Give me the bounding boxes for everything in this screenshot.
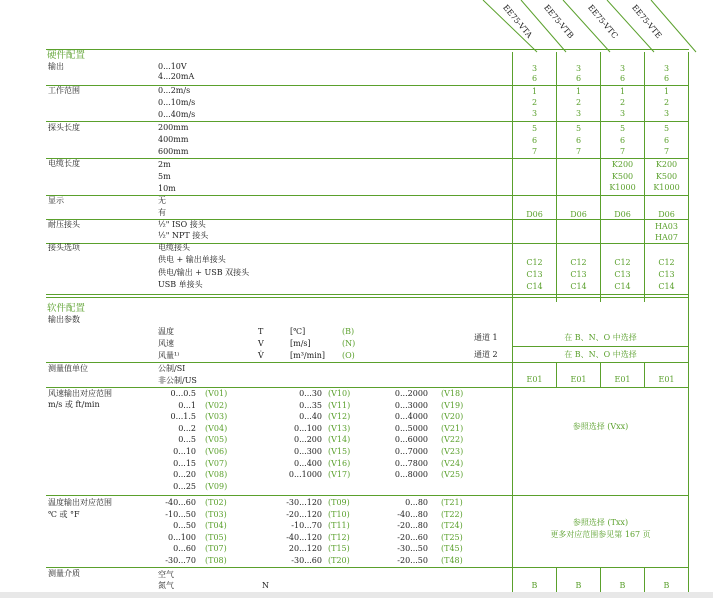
range-code: (T20) xyxy=(328,556,350,565)
code-cell: 1 xyxy=(619,87,626,96)
trange-label: 温度输出对应范围 xyxy=(48,498,112,507)
param-symbol: V̇ xyxy=(258,351,264,360)
medium-option: 氮气 xyxy=(158,581,174,590)
code-cell: 3 xyxy=(619,109,626,118)
range-code: (V15) xyxy=(328,447,351,456)
param-unit: [m³/min] xyxy=(290,351,326,360)
range-code: (V18) xyxy=(441,389,464,398)
code-cell: 5 xyxy=(663,124,670,133)
range-code: (V04) xyxy=(205,423,228,433)
range-code: (V12) xyxy=(328,412,351,422)
code-cell: K200 xyxy=(655,160,678,169)
param-name: 温度 xyxy=(158,327,174,336)
code-cell: 6 xyxy=(531,74,538,83)
row-rule xyxy=(512,346,689,347)
code-cell: C12 xyxy=(614,258,631,267)
param-code: (B) xyxy=(342,327,355,336)
code-cell: 7 xyxy=(575,147,582,156)
code-cell: D06 xyxy=(526,210,543,219)
code-cell: C12 xyxy=(658,258,675,267)
range-option: 0...10m/s xyxy=(158,98,196,107)
range-value: 0...50 xyxy=(173,521,196,531)
range-value: 0...60 xyxy=(173,544,196,554)
code-cell: K500 xyxy=(611,172,634,181)
range-code: (V06) xyxy=(205,447,228,456)
param-symbol: T xyxy=(258,327,264,336)
row-rule xyxy=(46,362,689,363)
range-code: (T03) xyxy=(205,509,227,519)
code-cell: 5 xyxy=(531,124,538,133)
probe-option: 400mm xyxy=(158,135,189,144)
output-params-label: 输出参数 xyxy=(48,315,80,324)
range-value: 0...5 xyxy=(178,435,196,445)
column-header-vtb: EE75-VTB xyxy=(542,3,576,41)
code-cell: 5 xyxy=(619,124,626,133)
units-label: 测量值单位 xyxy=(48,364,88,373)
range-code: (T12) xyxy=(328,532,350,542)
code-cell: C13 xyxy=(614,270,631,279)
range-code: (V25) xyxy=(441,470,464,480)
range-code: (V02) xyxy=(205,400,228,410)
medium-label: 测量介质 xyxy=(48,569,80,578)
probe-label: 探头长度 xyxy=(48,123,80,132)
trange-unit: ℃ 或 °F xyxy=(48,510,80,519)
display-option: 无 xyxy=(158,196,166,205)
range-code: (V20) xyxy=(441,412,464,422)
range-value: 0...300 xyxy=(294,447,322,456)
code-cell: B xyxy=(663,581,670,590)
range-code: (T15) xyxy=(328,544,350,554)
row-rule xyxy=(46,567,689,568)
trange-note: 参照选择 (Txx) xyxy=(572,518,629,527)
cable-option: 5m xyxy=(158,172,171,181)
range-value: 0...3000 xyxy=(394,400,428,410)
code-cell: D06 xyxy=(658,210,675,219)
code-cell: HA07 xyxy=(655,233,678,242)
cable-option: 10m xyxy=(158,184,176,193)
code-cell: D06 xyxy=(570,210,587,219)
range-code: (T02) xyxy=(205,498,227,507)
range-code: (V11) xyxy=(328,400,351,410)
vrange-unit: m/s 或 ft/min xyxy=(48,400,100,409)
code-cell: 5 xyxy=(575,124,582,133)
connector-option: USB 单接头 xyxy=(158,280,203,289)
row-rule xyxy=(46,495,689,496)
code-cell: C14 xyxy=(526,282,543,291)
range-value: 0...8000 xyxy=(394,470,428,480)
range-code: (T09) xyxy=(328,498,350,507)
param-code: (N) xyxy=(342,339,356,348)
range-value: 0...2 xyxy=(178,423,196,433)
range-code: (T11) xyxy=(328,521,350,531)
range-code: (T04) xyxy=(205,521,227,531)
range-value: -40...120 xyxy=(286,532,322,542)
range-code: (V01) xyxy=(205,389,228,398)
range-code: (V05) xyxy=(205,435,228,445)
output-label: 输出 xyxy=(48,62,64,71)
channel-label: 通道 1 xyxy=(474,333,498,342)
code-cell: 7 xyxy=(663,147,670,156)
code-cell: B xyxy=(619,581,626,590)
range-code: (T05) xyxy=(205,532,227,542)
channel-label: 通道 2 xyxy=(474,350,498,359)
range-code: (T21) xyxy=(441,498,463,507)
range-value: 0...1 xyxy=(178,400,196,410)
range-value: 0...20 xyxy=(173,470,196,480)
cable-label: 电缆长度 xyxy=(48,159,80,168)
code-cell: 2 xyxy=(575,98,582,107)
range-code: (V19) xyxy=(441,400,464,410)
connector-option: 供电/输出 + USB 双接头 xyxy=(158,268,250,277)
col-divider xyxy=(688,52,689,592)
display-label: 显示 xyxy=(48,196,64,205)
range-code: (T07) xyxy=(205,544,227,554)
range-code: (V21) xyxy=(441,423,464,433)
code-cell: C14 xyxy=(614,282,631,291)
code-cell: 7 xyxy=(619,147,626,156)
param-name: 风量¹⁾ xyxy=(158,351,180,360)
vrange-note: 参照选择 (Vxx) xyxy=(572,422,629,431)
range-value: 0...4000 xyxy=(394,412,428,422)
range-value: -10...50 xyxy=(165,509,196,519)
code-cell: 7 xyxy=(531,147,538,156)
range-value: 0...35 xyxy=(299,400,322,410)
range-code: (V08) xyxy=(205,470,228,480)
range-value: -30...60 xyxy=(291,556,322,565)
param-name: 风速 xyxy=(158,339,174,348)
medium-option: 空气 xyxy=(158,570,174,579)
range-value: 0...100 xyxy=(294,423,322,433)
software-title: 软件配置 xyxy=(47,303,86,314)
range-value: -10...70 xyxy=(291,521,322,531)
code-cell: B xyxy=(531,581,538,590)
range-code: (V13) xyxy=(328,423,351,433)
range-value: -40...60 xyxy=(165,498,196,507)
row-rule xyxy=(46,85,689,86)
range-value: 0...30 xyxy=(299,389,322,398)
range-code: (V03) xyxy=(205,412,228,422)
range-code: (T08) xyxy=(205,556,227,565)
range-code: (V17) xyxy=(328,470,351,480)
range-value: 0...10 xyxy=(173,447,196,456)
row-rule xyxy=(46,158,689,159)
range-value: 0...1000 xyxy=(288,470,322,480)
code-cell: 1 xyxy=(663,87,670,96)
range-option: 0...2m/s xyxy=(158,86,191,95)
code-cell: 6 xyxy=(619,74,626,83)
range-value: -40...80 xyxy=(397,509,428,519)
row-rule xyxy=(46,195,689,196)
range-value: -20...80 xyxy=(397,521,428,531)
range-value: 0...25 xyxy=(173,481,196,491)
range-value: -30...70 xyxy=(165,556,196,565)
range-value: 0...80 xyxy=(405,498,428,507)
code-cell: K500 xyxy=(655,172,678,181)
column-header-vtc: EE75-VTC xyxy=(586,3,620,41)
range-value: 0...40 xyxy=(299,412,322,422)
pressure-option: ½" NPT 接头 xyxy=(158,231,209,240)
range-value: 0...0.5 xyxy=(170,389,196,398)
row-rule xyxy=(46,387,689,388)
code-cell: E01 xyxy=(570,375,587,384)
range-code: (T45) xyxy=(441,544,463,554)
code-cell: 2 xyxy=(619,98,626,107)
code-cell: 6 xyxy=(531,136,538,145)
range-value: 0...100 xyxy=(168,532,196,542)
param-code: (O) xyxy=(342,351,355,360)
trange-note: 更多对应范围参见第 167 页 xyxy=(550,530,651,539)
range-code: (T48) xyxy=(441,556,463,565)
range-value: 20...120 xyxy=(288,544,322,554)
range-code: (T25) xyxy=(441,532,463,542)
range-code: (V22) xyxy=(441,435,464,445)
code-cell: D06 xyxy=(614,210,631,219)
range-value: 0...7800 xyxy=(394,458,428,468)
code-cell: E01 xyxy=(526,375,543,384)
display-option: 有 xyxy=(158,208,166,217)
section-rule xyxy=(46,294,689,295)
section-rule xyxy=(46,297,689,298)
param-unit: [m/s] xyxy=(290,339,311,348)
range-value: -20...120 xyxy=(286,509,322,519)
vrange-label: 风速输出对应范围 xyxy=(48,389,112,398)
code-cell: 1 xyxy=(575,87,582,96)
channel-choice: 在 B、N、O 中选择 xyxy=(564,333,637,342)
param-unit: [℃] xyxy=(290,327,306,336)
code-cell: E01 xyxy=(614,375,631,384)
code-cell: K1000 xyxy=(609,183,636,192)
range-code: (T24) xyxy=(441,521,463,531)
range-value: 0...200 xyxy=(294,435,322,445)
code-cell: C13 xyxy=(570,270,587,279)
connector-option: 电缆接头 xyxy=(158,243,190,252)
code-cell: 3 xyxy=(663,64,670,73)
connector-label: 接头选项 xyxy=(48,243,80,252)
code-cell: C13 xyxy=(526,270,543,279)
code-cell: 3 xyxy=(619,64,626,73)
section-rule xyxy=(46,49,689,50)
code-cell: 3 xyxy=(531,109,538,118)
output-option: 4...20mA xyxy=(158,72,195,81)
range-code: (V24) xyxy=(441,458,464,468)
range-value: 0...7000 xyxy=(394,447,428,456)
code-cell: 2 xyxy=(663,98,670,107)
code-cell: 6 xyxy=(663,136,670,145)
hardware-title: 硬件配置 xyxy=(47,50,86,61)
code-cell: C14 xyxy=(570,282,587,291)
row-rule xyxy=(46,243,689,244)
row-rule xyxy=(46,219,689,220)
probe-option: 600mm xyxy=(158,147,189,156)
code-cell: C12 xyxy=(570,258,587,267)
code-cell: C12 xyxy=(526,258,543,267)
output-option: 0...10V xyxy=(158,62,187,71)
cable-option: 2m xyxy=(158,160,171,169)
range-value: -20...50 xyxy=(397,556,428,565)
column-header-vta: EE75-VTA xyxy=(501,3,534,40)
range-value: 0...15 xyxy=(173,458,196,468)
code-cell: B xyxy=(575,581,582,590)
range-value: 0...1.5 xyxy=(170,412,196,422)
param-symbol: V xyxy=(258,339,264,348)
code-cell: HA03 xyxy=(655,222,678,231)
range-value: -20...60 xyxy=(397,532,428,542)
code-cell: 6 xyxy=(619,136,626,145)
units-option: 非公制/US xyxy=(158,376,197,385)
channel-choice: 在 B、N、O 中选择 xyxy=(564,350,637,359)
code-cell: C13 xyxy=(658,270,675,279)
range-code: (V09) xyxy=(205,481,228,491)
range-value: 0...400 xyxy=(294,458,322,468)
column-header-vte: EE75-VTE xyxy=(630,3,664,41)
range-code: (T22) xyxy=(441,509,463,519)
code-cell: K1000 xyxy=(653,183,680,192)
code-cell: E01 xyxy=(658,375,675,384)
range-value: -30...120 xyxy=(286,498,322,507)
range-value: 0...2000 xyxy=(394,389,428,398)
code-cell: 3 xyxy=(663,109,670,118)
range-code: (V14) xyxy=(328,435,351,445)
probe-option: 200mm xyxy=(158,123,189,132)
code-cell: K200 xyxy=(611,160,634,169)
range-code: (V23) xyxy=(441,447,464,456)
range-value: -30...50 xyxy=(397,544,428,554)
range-label: 工作范围 xyxy=(48,86,80,95)
code-cell: 3 xyxy=(575,109,582,118)
code-cell: 2 xyxy=(531,98,538,107)
connector-option: 供电 + 输出单接头 xyxy=(158,255,226,264)
range-code: (T10) xyxy=(328,509,350,519)
pressure-option: ½" ISO 接头 xyxy=(158,220,206,229)
pressure-label: 耐压接头 xyxy=(48,220,80,229)
range-code: (V10) xyxy=(328,389,351,398)
medium-code-n: N xyxy=(262,581,269,590)
code-cell: 3 xyxy=(531,64,538,73)
row-rule xyxy=(46,121,689,122)
range-value: 0...5000 xyxy=(394,423,428,433)
range-code: (V16) xyxy=(328,458,351,468)
units-option: 公制/SI xyxy=(158,364,186,373)
range-option: 0...40m/s xyxy=(158,110,196,119)
range-code: (V07) xyxy=(205,458,228,468)
page-bottom-edge xyxy=(0,592,713,598)
code-cell: 3 xyxy=(575,64,582,73)
range-value: 0...6000 xyxy=(394,435,428,445)
code-cell: 6 xyxy=(575,136,582,145)
code-cell: 6 xyxy=(663,74,670,83)
code-cell: 6 xyxy=(575,74,582,83)
code-cell: 1 xyxy=(531,87,538,96)
code-cell: C14 xyxy=(658,282,675,291)
